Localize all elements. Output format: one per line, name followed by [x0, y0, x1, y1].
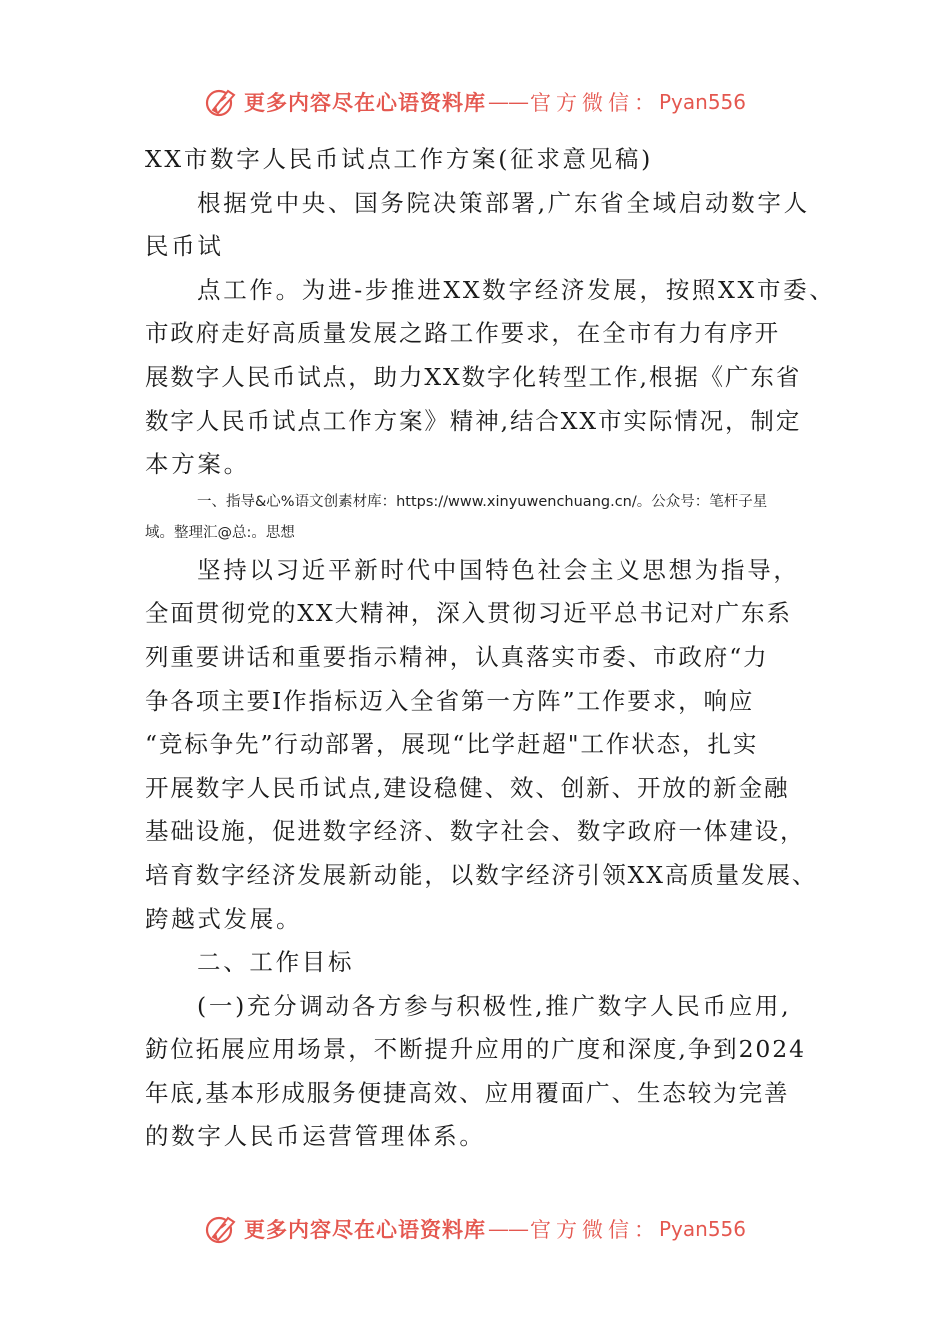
document-title: XX市数字人民币试点工作方案(征求意见稿) [145, 145, 653, 173]
paragraph-line: 培育数字经济发展新动能，以数字经济引领XX高质量发展、 [145, 860, 818, 889]
banner-wechat-id: Pyan556 [658, 1217, 746, 1241]
section-heading-guidance-cont: 域。整理汇@总:。思想 [145, 524, 295, 541]
paragraph-line: 民币试 [145, 232, 224, 261]
paragraph-line: 点工作。为进-步推进XX数字经济发展，按照XX市委、 [197, 275, 836, 304]
section-heading-goals: 二、工作目标 [197, 948, 355, 977]
paragraph-line: 数字人民币试点工作方案》精神,结合XX市实际情况，制定 [145, 406, 802, 435]
banner-wechat-id: Pyan556 [658, 90, 746, 114]
pen-nib-logo-icon [204, 1212, 238, 1246]
banner-colon: ： [633, 91, 655, 115]
pen-nib-logo-icon [204, 85, 238, 119]
document-body [145, 138, 836, 1159]
banner-brand-text: 更多内容尽在心语资料库 [243, 90, 486, 115]
paragraph-line: 基础设施，促进数字经济、数字社会、数字政府一体建设， [145, 817, 806, 846]
footer-watermark-banner [0, 1207, 950, 1251]
banner-official-label: 官方微信 [529, 1218, 634, 1242]
paragraph-line: 列重要讲话和重要指示精神，认真落实市委、市政府“力 [145, 642, 769, 671]
paragraph-line: 开展数字人民币试点,建设稳健、效、创新、开放的新金融 [145, 773, 790, 802]
paragraph-line: 市政府走好高质量发展之路工作要求，在全市有力有序开 [145, 319, 780, 348]
paragraph-line: 本方案。 [145, 450, 250, 479]
paragraph-line: 展数字人民币试点，助力XX数字化转型工作,根据《广东省 [145, 362, 802, 391]
paragraph-line: 坚持以习近平新时代中国特色社会主义思想为指导， [197, 555, 800, 584]
banner-official-label: 官方微信 [529, 91, 634, 115]
banner-colon: ： [633, 1218, 655, 1242]
header-watermark-banner [0, 80, 950, 124]
paragraph-line: 争各项主要I作指标迈入全省第一方阵”工作要求，响应 [145, 686, 755, 715]
banner-brand-text: 更多内容尽在心语资料库 [243, 1217, 486, 1242]
paragraph-line: “竞标争先”行动部署，展现“比学赶超"工作状态，扎实 [145, 730, 759, 759]
section-heading-guidance: 一、指导&心%语文创素材库：https://www.xinyuwenchuang.cn/。公众号：笔杆子星 [197, 493, 768, 510]
paragraph-line: 的数字人民币运营管理体系。 [145, 1122, 486, 1151]
paragraph-line: 跨越式发展。 [145, 904, 303, 933]
banner-dash: —— [487, 1217, 528, 1241]
paragraph-line: 全面贯彻党的XX大精神，深入贯彻习近平总书记对广东系 [145, 599, 792, 628]
paragraph-line: (一)充分调动各方参与积极性,推广数字人民币应用, [197, 991, 792, 1020]
paragraph-line: 年底,基本形成服务便捷高效、应用覆面广、生态较为完善 [145, 1078, 790, 1107]
paragraph-line: 鈁位拓展应用场景，不断提升应用的广度和深度,争到2024 [145, 1035, 806, 1064]
paragraph-line: 根据党中央、国务院决策部署,广东省全域启动数字人 [197, 188, 810, 217]
banner-dash: —— [487, 90, 528, 114]
